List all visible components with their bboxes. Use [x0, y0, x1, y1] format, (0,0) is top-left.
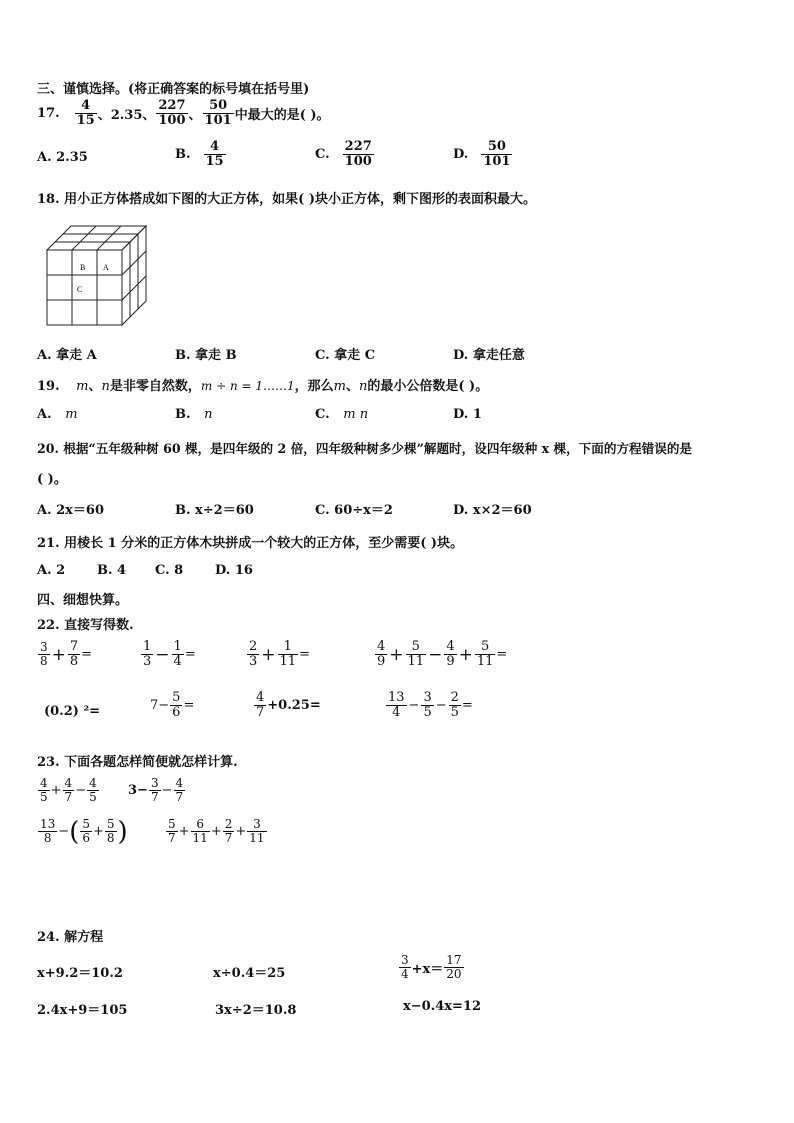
q21-option-d[interactable]: D. 16 — [215, 563, 253, 578]
q19-option-a[interactable]: A. m — [37, 407, 78, 422]
cube-label-b: B — [80, 263, 86, 272]
cube-figure — [44, 224, 148, 328]
q24-eq-6: x−0.4x=12 — [403, 999, 481, 1014]
q19-option-c[interactable]: C. m n — [315, 407, 369, 422]
q23-expr-2: 3− $\frac{3}{7}$ − $\frac{4}{7}$ — [128, 776, 184, 805]
q23-expr-4: $\frac{5}{7}$ + $\frac{6}{11}$ + $\frac{2}{7}$ + $\frac{3}{11}$ — [168, 817, 265, 846]
q18-option-b[interactable]: B. 拿走 B — [175, 348, 237, 363]
q24-title: 24. 解方程 — [37, 930, 104, 945]
q22-expr-4: $\frac{4}{9}$ + $\frac{5}{11}$ − $\frac{4}{9}$ + $\frac{5}{11}$ = — [377, 639, 508, 670]
q24-eq-4: 2.4x+9＝105 — [37, 1003, 128, 1018]
q17-sep-1: 、2.35、 — [97, 108, 156, 124]
q17-fraction-1: $\frac{4}{15}$ — [76, 98, 95, 129]
q24-eq-5: 3x÷2＝10.8 — [215, 1003, 297, 1018]
q19-option-d[interactable]: D. 1 — [453, 407, 482, 422]
q22-expr-7: $\frac{4}{7}$ +0.25= — [256, 690, 321, 721]
q24-eq-3: $\frac{3}{4}$ +x＝ $\frac{17}{20}$ — [401, 953, 462, 982]
q20-stem-line1: 20. 根据“五年级种树 60 棵，是四年级的 2 倍，四年级种树多少棵”解题时，设四年级种 x 棵，下面的方程错误的是 — [37, 441, 693, 456]
q23-expr-3: $\frac{13}{8}$ − ( $\frac{5}{6}$ + $\frac{5}{8}$ ) — [40, 816, 128, 847]
q20-option-d[interactable]: D. x×2＝60 — [453, 503, 532, 518]
q19-option-b[interactable]: B. n — [175, 407, 213, 422]
q22-expr-2: $\frac{1}{3}$ − $\frac{1}{4}$ = — [143, 639, 196, 670]
q18-stem: 18. 用小正方体搭成如下图的大正方体，如果( )块小正方体，剩下图形的表面积最大。 — [37, 192, 536, 207]
q17-option-d[interactable]: D. $\frac{50}{101}$ — [453, 139, 511, 170]
q23-title: 23. 下面各题怎样简便就怎样计算. — [37, 755, 238, 770]
q17-option-a[interactable]: A. 2.35 — [37, 150, 88, 165]
q22-expr-5: (0.2) ²= — [44, 704, 101, 719]
q22-title: 22. 直接写得数. — [37, 618, 134, 633]
section-3-title: 三、谨慎选择。(将正确答案的标号填在括号里) — [37, 82, 310, 97]
q21-stem: 21. 用棱长 1 分米的正方体木块拼成一个较大的正方体，至少需要( )块。 — [37, 536, 464, 551]
q17-option-b[interactable]: B. $\frac{4}{15}$ — [175, 139, 224, 170]
q24-eq-1: x+9.2＝10.2 — [37, 966, 123, 981]
q19-stem: 19. m、n是非零自然数，m ÷ n = 1……1，那么m、n的最小公倍数是( )。 — [37, 379, 489, 394]
q22-expr-6: 7− $\frac{5}{6}$ = — [150, 690, 195, 721]
q21-option-b[interactable]: B. 4 — [97, 563, 127, 578]
q17-fraction-2: $\frac{227}{100}$ — [158, 98, 186, 129]
q18-option-c[interactable]: C. 拿走 C — [315, 348, 376, 363]
q21-option-a[interactable]: A. 2 — [37, 563, 66, 578]
q22-expr-1: $\frac{3}{8}$ + $\frac{7}{8}$ = — [40, 639, 93, 670]
q20-option-c[interactable]: C. 60÷x＝2 — [315, 503, 393, 518]
q20-stem-line2: ( )。 — [37, 472, 67, 487]
q18-option-a[interactable]: A. 拿走 A — [37, 348, 97, 363]
cube-label-c: C — [77, 285, 83, 294]
q21-option-c[interactable]: C. 8 — [155, 563, 184, 578]
q17-stem — [37, 99, 330, 129]
q22-expr-8: $\frac{13}{4}$ − $\frac{3}{5}$ − $\frac{2}{5}$ = — [388, 690, 473, 721]
q17-sep-2: 、 — [188, 108, 202, 124]
q20-option-a[interactable]: A. 2x＝60 — [37, 503, 105, 518]
section-4-title: 四、细想快算。 — [37, 593, 129, 608]
q24-eq-2: x÷0.4＝25 — [213, 966, 286, 981]
q17-option-c[interactable]: C. $\frac{227}{100}$ — [315, 139, 372, 170]
q17-tail: 中最大的是( )。 — [234, 108, 330, 124]
q22-expr-3: $\frac{2}{3}$ + $\frac{1}{11}$ = — [249, 639, 310, 670]
q23-expr-1: $\frac{4}{5}$ + $\frac{4}{7}$ − $\frac{4}{5}$ — [40, 776, 97, 805]
cube-label-a: A — [103, 263, 109, 272]
q17-number: 17. — [37, 106, 60, 122]
q18-option-d[interactable]: D. 拿走任意 — [453, 348, 525, 363]
q20-option-b[interactable]: B. x÷2＝60 — [175, 503, 254, 518]
q17-fraction-3: $\frac{50}{101}$ — [204, 98, 232, 129]
